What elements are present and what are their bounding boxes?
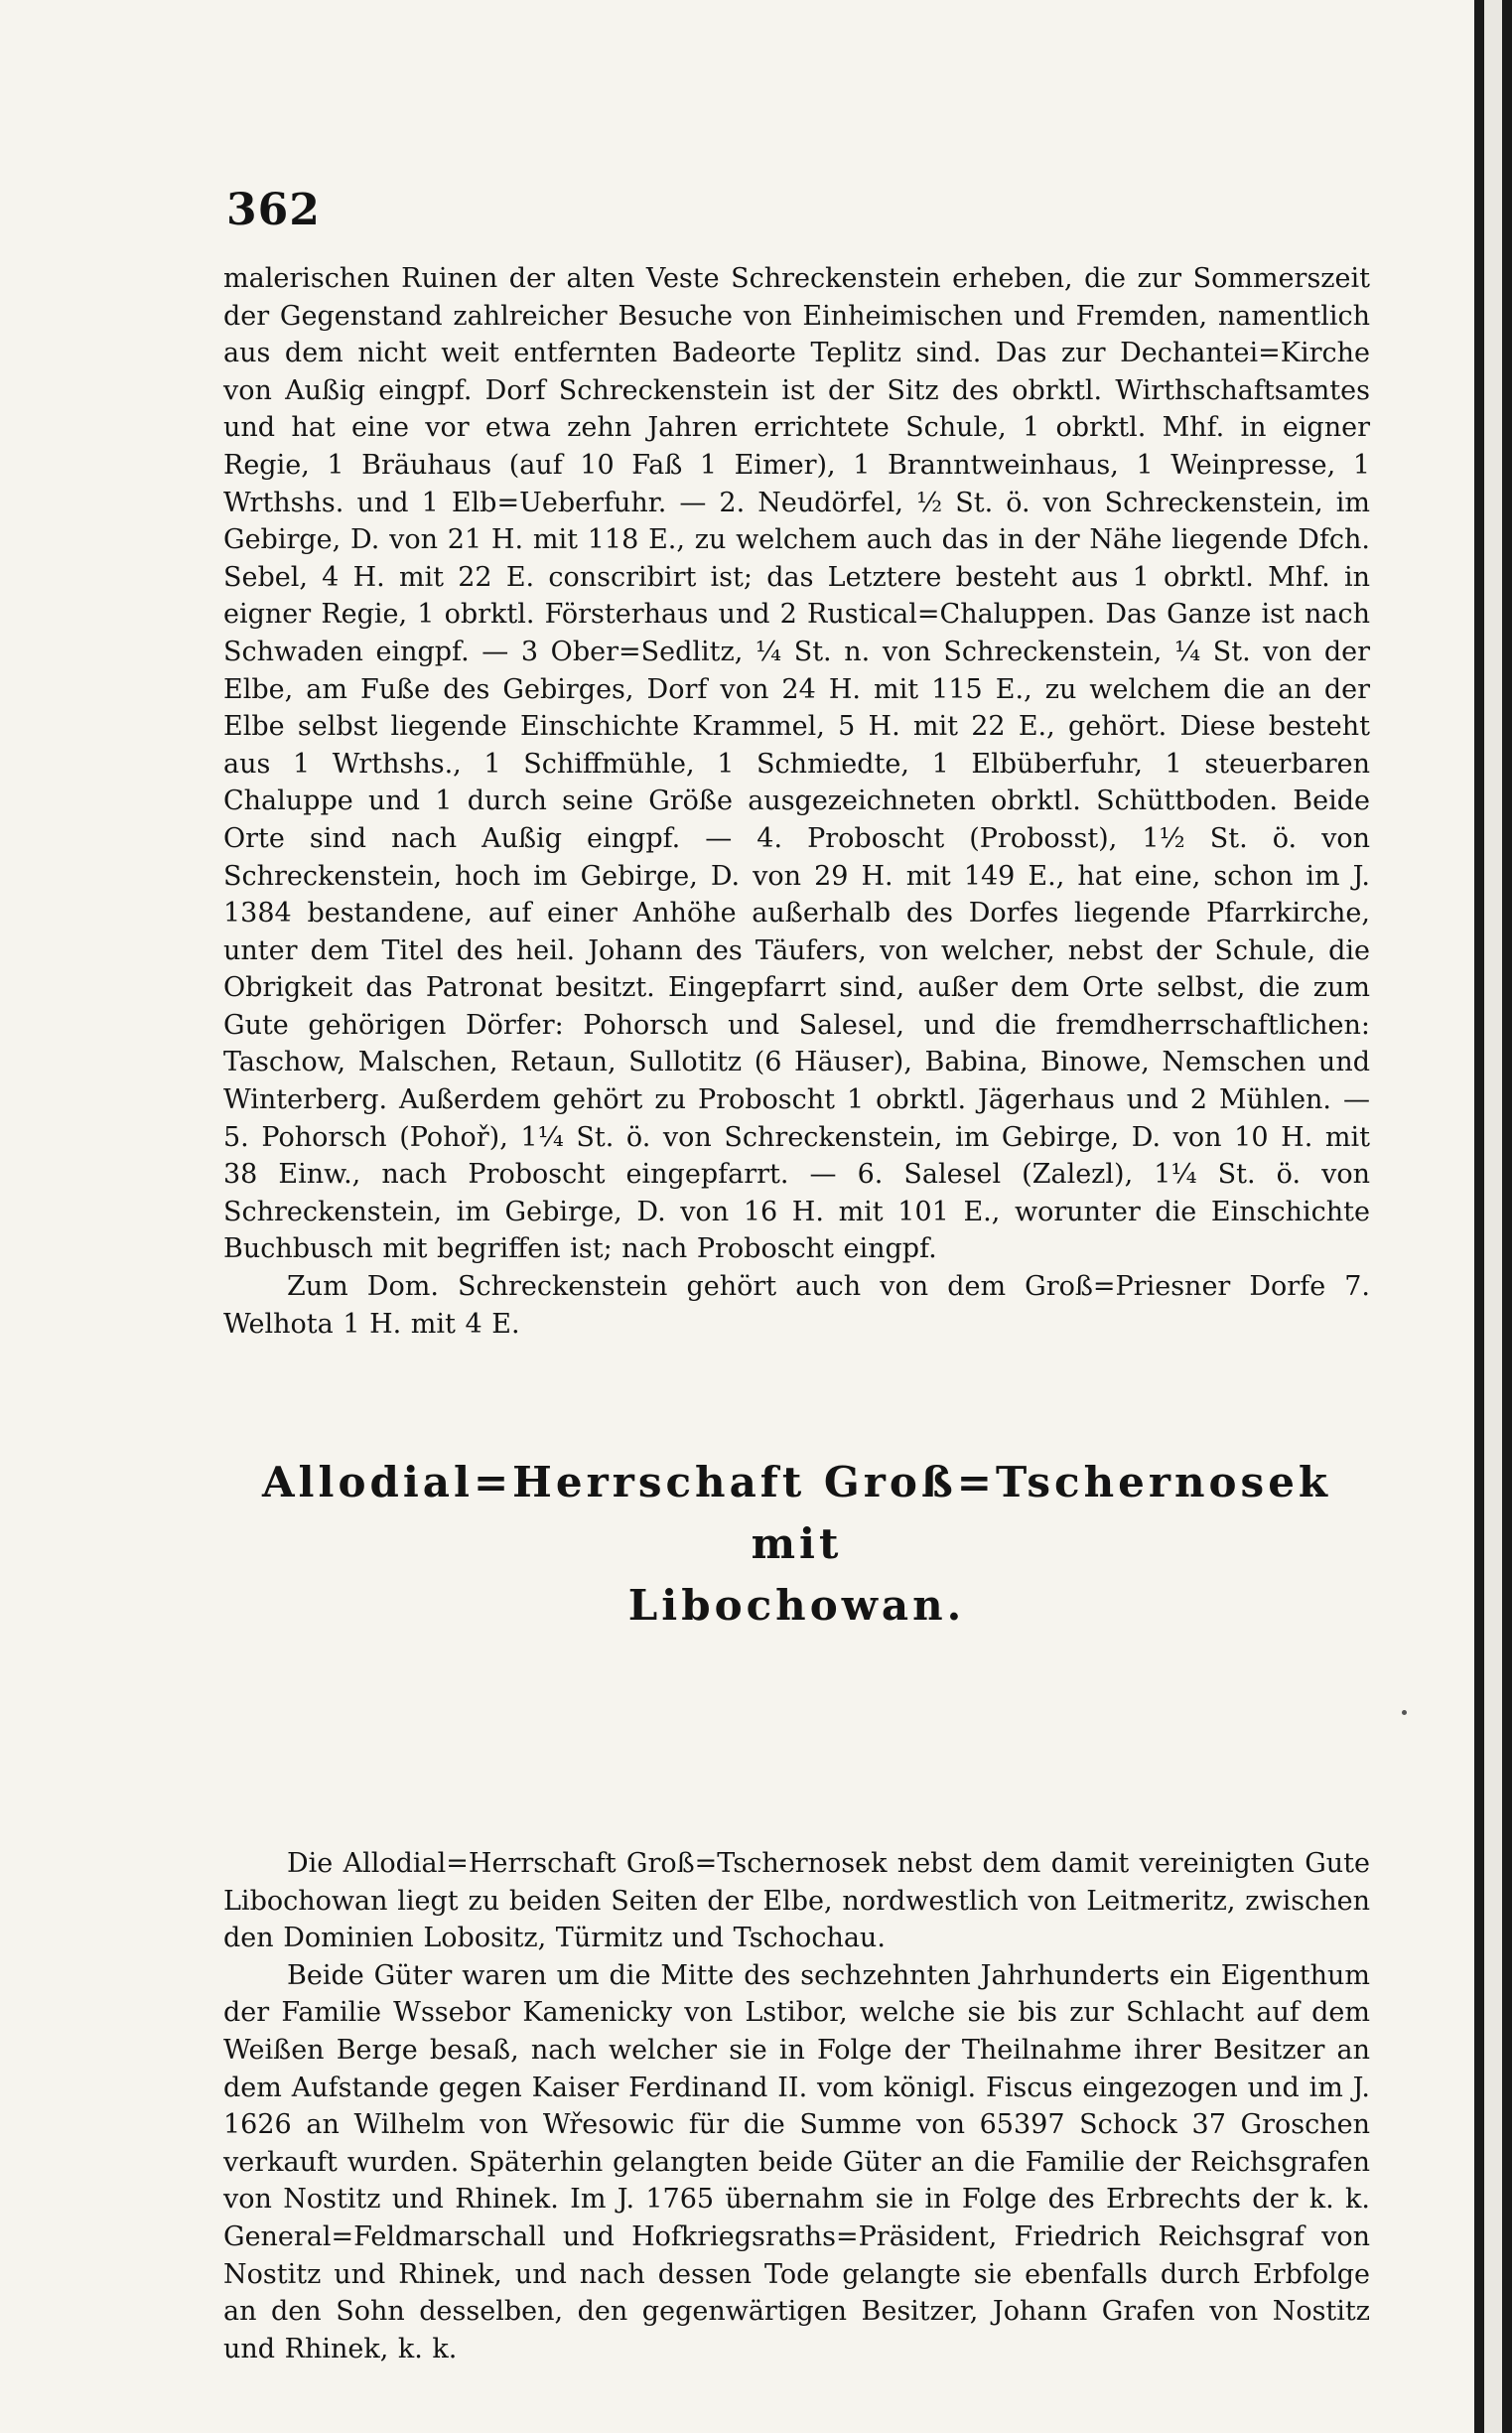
section-heading-line-2: Libochowan. — [627, 1581, 966, 1630]
paragraph-location: Die Allodial=Herrschaft Groß=Tschernosek nebst dem damit vereinigten Gute Libochowan liegt zu beiden Seiten der Elbe, nordwestlich von Leitmeritz, zwischen den Dominien Lobositz, Türmitz und Tschochau. — [223, 1848, 1370, 1954]
paragraph-welhota: Zum Dom. Schreckenstein gehört auch von dem Groß=Priesner Dorfe 7. Welhota 1 H. mit 4 E. — [223, 1271, 1370, 1340]
scan-border — [1474, 0, 1512, 2433]
paper-speck — [1402, 1710, 1407, 1715]
paragraph-history: Beide Güter waren um die Mitte des sechzehnten Jahrhunderts ein Eigenthum der Familie Wssebor Kamenicky von Lstibor, welche sie bis zur Schlacht auf dem Weißen Berge besaß, nach welcher sie in Folge der Theilnahme ihrer Besitzer an dem Aufstande gegen Kaiser Ferdinand II. vom königl. Fiscus eingezogen und im J. 1626 an Wilhelm von Wřesowic für die Summe von 65397 Schock 37 Groschen verkauft wurden. Späterhin gelangten beide Güter an die Familie der Reichsgrafen von Nostitz und Rhinek. Im J. 1765 übernahm sie in Folge des Erbrechts der k. k. General=Feldmarschall und Hofkriegsraths=Präsident, Friedrich Reichsgraf von Nostitz und Rhinek, und nach dessen Tode gelangte sie ebenfalls durch Erbfolge an den Sohn desselben, den gegenwärtigen Besitzer, Johann Grafen von Nostitz und Rhinek, k. k. — [223, 1959, 1370, 2364]
text-block-gross-tschernosek — [223, 1845, 1370, 2367]
section-heading-line-1: Allodial=Herrschaft Groß=Tschernosek mit — [261, 1458, 1332, 1568]
page-number: 362 — [226, 185, 321, 235]
adjacent-page-edge — [1484, 0, 1502, 2433]
text-block-schreckenstein — [223, 260, 1370, 1343]
paragraph-villages: malerischen Ruinen der alten Veste Schreckenstein erheben, die zur Sommerszeit der Gegenstand zahlreicher Besuche von Einheimischen und Fremden, namentlich aus dem nicht weit entfernten Badeorte Teplitz sind. Das zur Dechantei=Kirche von Außig eingpf. Dorf Schreckenstein ist der Sitz des obrktl. Wirthschaftsamtes und hat eine vor etwa zehn Jahren errichtete Schule, 1 obrktl. Mhf. in eigner Regie, 1 Bräuhaus (auf 10 Faß 1 Eimer), 1 Branntweinhaus, 1 Weinpresse, 1 Wrthshs. und 1 Elb=Ueberfuhr. — 2. Neudörfel, ½ St. ö. von Schreckenstein, im Gebirge, D. von 21 H. mit 118 E., zu welchem auch das in der Nähe liegende Dfch. Sebel, 4 H. mit 22 E. conscribirt ist; das Letztere besteht aus 1 obrktl. Mhf. in eigner Regie, 1 obrktl. Försterhaus und 2 Rustical=Chaluppen. Das Ganze ist nach Schwaden eingpf. — 3 Ober=Sedlitz, ¼ St. n. von Schreckenstein, ¼ St. von der Elbe, am Fuße des Gebirges, Dorf von 24 H. mit 115 E., zu welchem die an der Elbe selbst liegende Einschichte Krammel, 5 H. mit 22 E., gehört. Diese besteht aus 1 Wrthshs., 1 Schiffmühle, 1 Schmiedte, 1 Elbüberfuhr, 1 steuerbaren Chaluppe und 1 durch seine Größe ausgezeichneten obrktl. Schüttboden. Beide Orte sind nach Außig eingpf. — 4. Proboscht (Probosst), 1½ St. ö. von Schreckenstein, hoch im Gebirge, D. von 29 H. mit 149 E., hat eine, schon im J. 1384 bestandene, auf einer Anhöhe außerhalb des Dorfes liegende Pfarrkirche, unter dem Titel des heil. Johann des Täufers, von welcher, nebst der Schule, die Obrigkeit das Patronat besitzt. Eingepfarrt sind, außer dem Orte selbst, die zum Gute gehörigen Dörfer: Pohorsch und Salesel, und die fremdherrschaftlichen: Taschow, Malschen, Retaun, Sullotitz (6 Häuser), Babina, Binowe, Nemschen und Winterberg. Außerdem gehört zu Proboscht 1 obrktl. Jägerhaus und 2 Mühlen. — 5. Pohorsch (Pohoř), 1¼ St. ö. von Schreckenstein, im Gebirge, D. von 10 H. mit 38 Einw., nach Proboscht eingepfarrt. — 6. Salesel (Zalezl), 1¼ St. ö. von Schreckenstein, im Gebirge, D. von 16 H. mit 101 E., worunter die Einschichte Buchbusch mit begriffen ist; nach Proboscht eingpf. — [223, 263, 1370, 1265]
section-heading — [223, 1452, 1370, 1637]
